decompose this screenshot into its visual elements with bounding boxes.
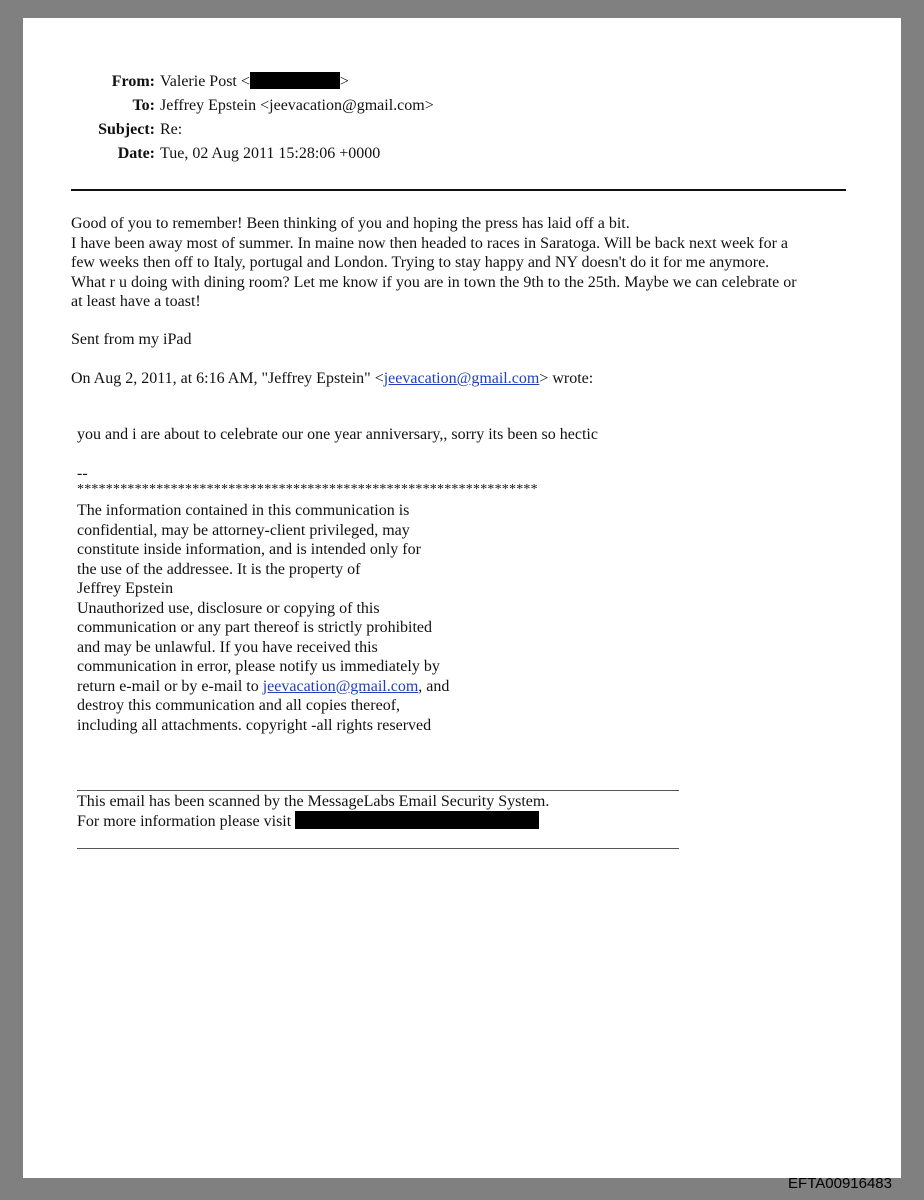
disclaimer-line: including all attachments. copyright -all rights reserved [77,716,432,734]
scan-notice-visit-text: For more information please visit [77,812,296,830]
quote-intro-email-link[interactable]: jeevacation@gmail.com [383,370,540,387]
scan-notice-top-rule [77,790,679,791]
to-label: To: [132,97,155,114]
subject-value: Re: [160,121,183,138]
from-label: From: [111,73,155,90]
scan-notice-bottom-rule [77,848,679,849]
quoted-message: you and i are about to celebrate our one year anniversary,, sorry its been so hectic [77,426,598,443]
scan-notice-line [77,812,549,832]
redacted-url-block [295,811,539,829]
disclaimer-line: communication in error, please notify us immediately by [77,658,440,675]
from-row [71,70,434,94]
quote-intro-text: On Aug 2, 2011, at 6:16 AM, "Jeffrey Epstein" < [71,370,384,387]
quote-intro [71,369,593,389]
disclaimer-line: Unauthorized use, disclosure or copying of this [77,599,380,617]
from-name: Valerie Post < [160,73,250,90]
quote-intro-suffix: > wrote: [539,370,594,387]
to-row [71,94,434,118]
from-value [160,70,349,94]
disclaimer-line: destroy this communication and all copies thereof, [77,697,401,714]
stars-separator: **************************************************************** [77,482,538,497]
disclaimer-line: confidential, may be attorney-client privileged, may [77,521,410,539]
redacted-email-block [250,72,340,89]
date-label: Date: [117,145,155,162]
sig-dash: -- [77,465,88,482]
disclaimer-line: communication or any part thereof is strictly prohibited [77,619,433,636]
subject-row [71,118,434,142]
header-divider [71,189,846,191]
disclaimer [77,501,449,735]
disclaimer-email-link[interactable]: jeevacation@gmail.com [262,677,419,695]
return-text: return e-mail or by e-mail to [77,677,263,695]
signature: Sent from my iPad [71,331,192,348]
reply-line: Good of you to remember! Been thinking of you and hoping the press has laid off a bit. [71,215,630,232]
reply-line: at least have a toast! [71,293,201,310]
document-id: EFTA00916483 [788,1175,892,1192]
document-page [23,18,901,1178]
disclaimer-line: and may be unlawful. If you have received this [77,638,378,656]
scan-notice-line: This email has been scanned by the MessageLabs Email Security System. [77,793,550,810]
date-row [71,142,434,166]
to-value: Jeffrey Epstein <jeevacation@gmail.com> [160,97,434,114]
email-header [71,70,434,166]
disclaimer-line: constitute inside information, and is intended only for [77,541,421,558]
reply-line: few weeks then off to Italy, portugal and London. Trying to stay happy and NY doesn't do it for me anymore. [71,254,770,271]
disclaimer-line: Jeffrey Epstein [77,580,174,597]
reply-line: What r u doing with dining room? Let me know if you are in town the 9th to the 25th. Maybe we can celebrate or [71,273,797,291]
return-suffix: , and [418,677,450,695]
disclaimer-line: The information contained in this communication is [77,502,410,519]
disclaimer-line: the use of the addressee. It is the property of [77,560,361,578]
disclaimer-line-with-link [77,677,449,697]
reply-line: I have been away most of summer. In maine now then headed to races in Saratoga. Will be back next week for a [71,234,789,252]
reply-body [71,214,797,312]
scan-notice [77,792,549,831]
from-bracket-close: > [339,73,349,90]
subject-label: Subject: [98,121,155,138]
date-value: Tue, 02 Aug 2011 15:28:06 +0000 [160,145,381,162]
